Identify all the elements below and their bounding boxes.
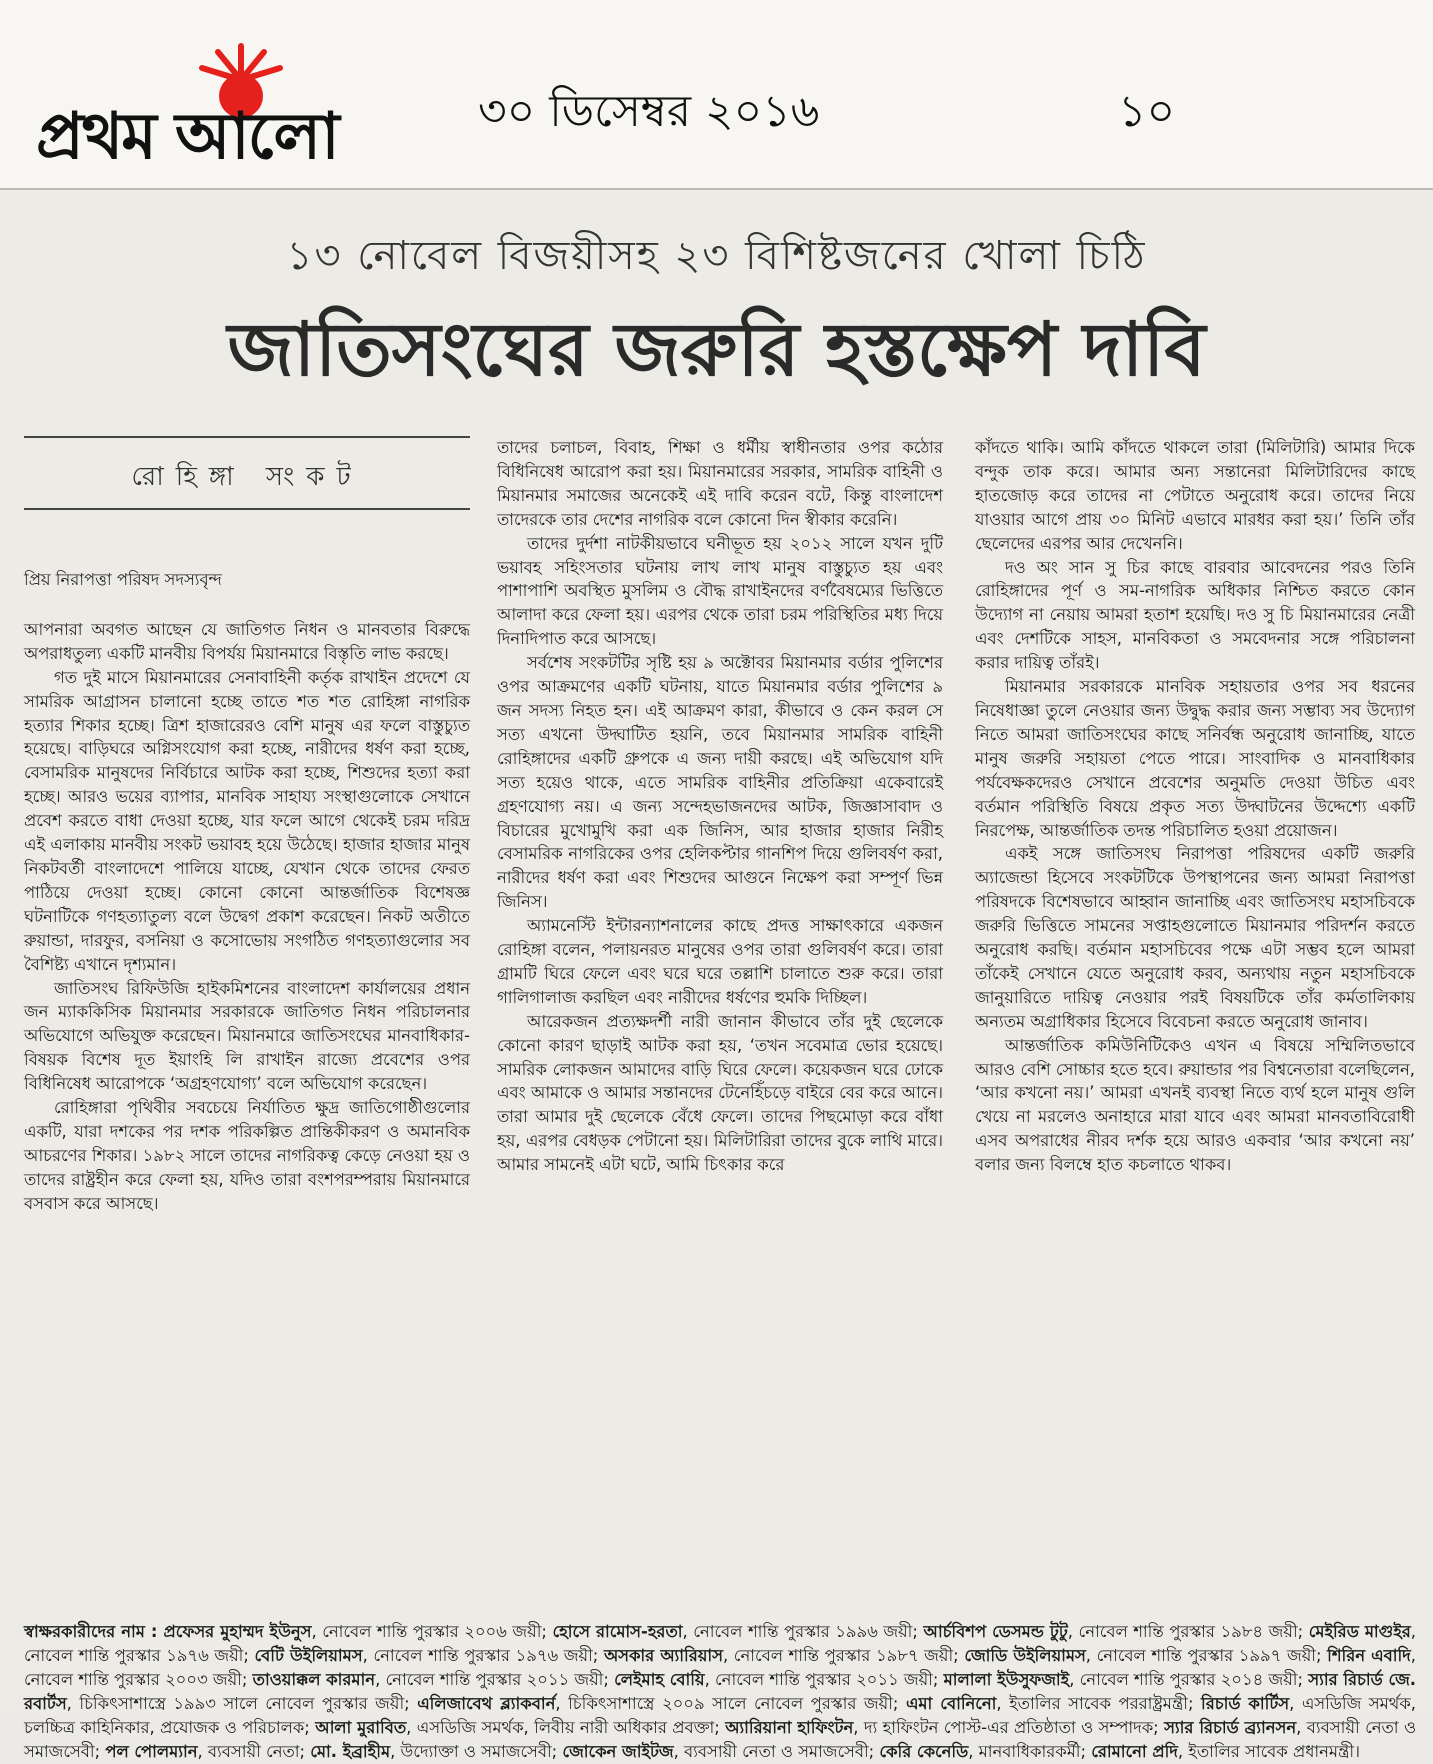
column-3 xyxy=(975,436,1415,1177)
paragraph: আন্তর্জাতিক কমিউনিটিকেও এখন এ বিষয়ে সম্মিলিতভাবে আরও বেশি সোচ্চার হতে হবে। রুয়ান্ডার পর বিশ্বনেতারা বলেছিলেন, ‘আর কখনো নয়।’ আমরা এখনই ব্যবস্থা নিতে ব্যর্থ হলে মানুষ গুলি খেয়ে না মরলেও অনাহারে মারা যাবে এবং আমরা মানবতাবিরোধী এসব অপরাধের নীরব দর্শক হয়ে আরও একবার ‘আর কখনো নয়’ বলার জন্য বিলম্বে হাত কচলাতে থাকব। xyxy=(975,1035,1415,1175)
article-clipping xyxy=(0,190,1433,1714)
signatory-name: আর্চবিশপ ডেসমন্ড টুটু xyxy=(923,1622,1068,1641)
section-tag: রোহিঙ্গা সংকট xyxy=(131,462,363,492)
signatory-desc: , মানবাধিকারকর্মী; xyxy=(968,1742,1092,1761)
page-number: ১০ xyxy=(1118,86,1176,137)
signatory-name: স্বাক্ষরকারীদের নাম : প্রফেসর মুহাম্মদ ইউনুস xyxy=(24,1622,312,1641)
signatory-name: কেরি কেনেডি xyxy=(879,1742,969,1761)
signatory-desc: , নোবেল শান্তি পুরস্কার ২০১১ জয়ী; xyxy=(375,1670,615,1689)
signatory-desc: , নোবেল শান্তি পুরস্কার ২০০৬ জয়ী; xyxy=(311,1622,553,1641)
signatories-list xyxy=(24,1620,1416,1764)
signatory-desc: , ব্যবসায়ী নেতা; xyxy=(197,1742,311,1761)
signatory-desc: , নোবেল শান্তি পুরস্কার ১৯৭৬ জয়ী; xyxy=(24,1622,1416,1665)
signatory-name: শিরিন এবাদি xyxy=(1327,1646,1411,1665)
signatory-name: হোসে রামোস-হরতা xyxy=(552,1622,683,1641)
section-rule-bottom xyxy=(24,508,470,510)
signatory-name: জোডি উইলিয়ামস xyxy=(964,1646,1086,1665)
signatory-name: পল পোলম্যান xyxy=(105,1742,198,1761)
signatory-name: বেটি উইলিয়ামস xyxy=(254,1646,363,1665)
signatory-name: আলা মুরাবিত xyxy=(315,1718,407,1737)
signatory-desc: , নোবেল শান্তি পুরস্কার ২০১৪ জয়ী; xyxy=(1069,1670,1309,1689)
signatory-desc: , নোবেল শান্তি পুরস্কার ১৯৭৬ জয়ী; xyxy=(362,1646,604,1665)
signatory-desc: , দ্য হাফিংটন পোস্ট-এর প্রতিষ্ঠাতা ও সম্পাদক; xyxy=(853,1718,1165,1737)
signatory-name: জোকেন জাইটজ xyxy=(562,1742,674,1761)
paragraph: তাদের চলাচল, বিবাহ, শিক্ষা ও ধর্মীয় স্বাধীনতার ওপর কঠোর বিধিনিষেধ আরোপ করা হয়। মিয়ানমারের সরকার, সামরিক বাহিনী ও মিয়ানমার সমাজের অনেকেই এই দাবি করেন বটে, কিন্তু বাংলাদেশ তাদেরকে তার দেশের নাগরিক বলে কোনো দিন স্বীকার করেনি। xyxy=(497,438,943,529)
signatory-name: অ্যারিয়ানা হাফিংটন xyxy=(725,1718,854,1737)
paragraph: তাদের দুর্দশা নাটকীয়ভাবে ঘনীভূত হয় ২০১২ সালে যখন দুটি ভয়াবহ সহিংসতার ঘটনায় লাখ লাখ মানুষ বাস্তুচ্যুত হয় এবং পাশাপাশি অবস্থিত মুসলিম ও বৌদ্ধ রাখাইনদের বর্ণবৈষম্যের ভিত্তিতে আলাদা করে ফেলা হয়। এরপর থেকে তারা চরম পরিস্থিতির মধ্য দিয়ে দিনাদিপাত করে আসছে। xyxy=(497,533,943,649)
signatory-desc: , চিকিৎসাশাস্ত্রে ১৯৯৩ সালে নোবেল পুরস্কার জয়ী; xyxy=(66,1694,418,1713)
article-headline: জাতিসংঘের জরুরি হস্তক্ষেপ দাবি xyxy=(227,307,1206,393)
article-kicker: ১৩ নোবেল বিজয়ীসহ ২৩ বিশিষ্টজনের খোলা চিঠি xyxy=(286,233,1147,279)
paragraph: গত দুই মাসে মিয়ানমারের সেনাবাহিনী কর্তৃক রাখাইন প্রদেশে যে সামরিক আগ্রাসন চালানো হচ্ছে তাতে শত শত রোহিঙ্গা নাগরিক হত্যার শিকার হচ্ছে। ত্রিশ হাজারেরও বেশি মানুষ এর ফলে বাস্তুচ্যুত হয়েছে। বাড়িঘরে অগ্নিসংযোগ করা হচ্ছে, নারীদের ধর্ষণ করা হচ্ছে, বেসামরিক মানুষদের নির্বিচারে আটক করা হচ্ছে, শিশুদের হত্যা করা হচ্ছে। আরও ভয়ের ব্যাপার, মানবিক সাহায্য সংস্থাগুলোকে সেখানে প্রবেশ করতে বাধা দেওয়া হচ্ছে, যার ফলে আগে থেকেই চরম দরিদ্র এই এলাকায় মানবীয় সংকট ভয়াবহ হয়ে উঠেছে। হাজার হাজার মানুষ নিকটবর্তী বাংলাদেশে পালিয়ে যাচ্ছে, যেখান থেকে তাদের ফেরত পাঠিয়ে দেওয়া হচ্ছে। কোনো কোনো আন্তর্জাতিক বিশেষজ্ঞ ঘটনাটিকে গণহত্যাতুল্য বলে উদ্বেগ প্রকাশ করেছেন। নিকট অতীতে রুয়ান্ডা, দারফুর, বসনিয়া ও কসোভোয় সংগঠিত গণহত্যাগুলোর সব বৈশিষ্ট্য এখানে দৃশ্যমান। xyxy=(24,667,470,974)
signatory-name: রিচার্ড কার্টিস xyxy=(1201,1694,1290,1713)
paragraph: দও অং সান সু চির কাছে বারবার আবেদনের পরও তিনি রোহিঙ্গাদের পূর্ণ ও সম-নাগরিক অধিকার নিশ্চিত করতে কোন উদ্যোগ না নেয়ায় আমরা হতাশ হয়েছি। দও সু চি মিয়ানমারের নেত্রী এবং দেশটিকে সাহস, মানবিকতা ও সমবেদনার সঙ্গে পরিচালনা করার দায়িত্ব তাঁরই। xyxy=(975,557,1415,673)
paragraph: রোহিঙ্গারা পৃথিবীর সবচেয়ে নির্যাতিত ক্ষুদ্র জাতিগোষ্ঠীগুলোর একটি, যারা দশকের পর দশক পরিকল্পিত প্রান্তিকীকরণ ও অমানবিক আচরণের শিকার। ১৯৮২ সালে তাদের নাগরিকত্ব কেড়ে নেওয়া হয় ও তাদের রাষ্ট্রহীন করে ফেলা হয়, যদিও তারা বংশপরম্পরায় মিয়ানমারে বসবাস করে আসছে। xyxy=(24,1098,470,1213)
column-2 xyxy=(497,436,943,1177)
signatory-desc: , ইতালির সাবেক পররাষ্ট্রমন্ত্রী; xyxy=(996,1694,1202,1713)
signatory-desc: , নোবেল শান্তি পুরস্কার ১৯৯৭ জয়ী; xyxy=(1085,1646,1328,1665)
signatory-desc: , চিকিৎসাশাস্ত্রে ২০০৯ সালে নোবেল পুরস্কার জয়ী; xyxy=(555,1694,906,1713)
signatory-name: স্যার রিচার্ড ব্র্যানসন xyxy=(1164,1718,1297,1737)
signatory-desc: , নোবেল শান্তি পুরস্কার ১৯৮৪ জয়ী; xyxy=(1067,1622,1309,1641)
signatory-desc: , নোবেল শান্তি পুরস্কার ২০০৩ জয়ী; xyxy=(24,1646,1417,1689)
paragraph: জাতিসংঘ রিফিউজি হাইকমিশনের বাংলাদেশ কার্যালয়ের প্রধান জন ম্যাককিসিক মিয়ানমার সরকারকে জাতিগত নিধন পরিচালনার অভিযোগে অভিযুক্ত করেছেন। মিয়ানমারে জাতিসংঘের মানবাধিকার-বিষয়ক বিশেষ দূত ইয়াংহি লি রাখাইন রাজ্যে প্রবেশের ওপর বিধিনিষেধ আরোপকে ‘অগ্রহণযোগ্য’ বলে অভিযোগ করেছেন। xyxy=(24,978,470,1094)
column-1 xyxy=(24,568,470,1216)
paragraph: একই সঙ্গে জাতিসংঘ নিরাপত্তা পরিষদের একটি জরুরি অ্যাজেন্ডা হিসেবে সংকটটিকে উপস্থাপনের জন্য আমরা নিরাপত্তা পরিষদকে বিশেষভাবে আহ্বান জানাচ্ছি এবং জাতিসংঘ মহাসচিবকে জরুরি ভিত্তিতে সামনের সপ্তাহগুলোতে মিয়ানমার পরিদর্শন করতে অনুরোধ করছি। বর্তমান মহাসচিবের পক্ষে এটা সম্ভব হলে আমরা তাঁকেই সেখানে যেতে অনুরোধ করব, অন্যথায় নতুন মহাসচিবকে জানুয়ারিতে দায়িত্ব নেওয়ার পরই বিষয়টিকে তাঁর কর্মতালিকায় অন্যতম অগ্রাধিকার হিসেবে বিবেচনা করতে অনুরোধ জানাব। xyxy=(975,844,1415,1031)
signatory-desc: , উদ্যোক্তা ও সমাজসেবী; xyxy=(390,1742,563,1761)
masthead xyxy=(0,0,1433,190)
section-rule-top xyxy=(24,436,470,438)
signatory-name: মালালা ইউসুফজাই xyxy=(943,1670,1070,1689)
edition-date: ৩০ ডিসেম্বর ২০১৬ xyxy=(478,86,820,137)
signatory-name: রোমানো প্রদি xyxy=(1091,1742,1178,1761)
signatory-desc: , নোবেল শান্তি পুরস্কার ১৯৯৬ জয়ী; xyxy=(682,1622,924,1641)
salutation: প্রিয় নিরাপত্তা পরিষদ সদস্যবৃন্দ xyxy=(24,570,222,589)
signatory-desc: , এসডিজি সমর্থক, চলচ্চিত্র কাহিনিকার, প্রযোজক ও পরিচালক; xyxy=(24,1694,1416,1737)
paragraph: আপনারা অবগত আছেন যে জাতিগত নিধন ও মানবতার বিরুদ্ধে অপরাধতুল্য একটি মানবীয় বিপর্যয় মিয়ানমারে বিস্তৃতি লাভ করছে। xyxy=(24,619,470,663)
signatory-name: এমা বোনিনো xyxy=(905,1694,997,1713)
signatory-desc: , ব্যবসায়ী নেতা ও সমাজসেবী; xyxy=(24,1718,1417,1761)
signatory-desc: , নোবেল শান্তি পুরস্কার ১৯৮৭ জয়ী; xyxy=(722,1646,965,1665)
signatory-name: তাওয়াক্কল কারমান xyxy=(252,1670,376,1689)
prothom-alo-logo xyxy=(36,40,366,174)
signatory-name: লেইমাহ বোয়ি xyxy=(614,1670,705,1689)
signatory-name: অসকার অ্যারিয়াস xyxy=(603,1646,723,1665)
signatory-name: মেইরিড মাগুইর xyxy=(1308,1622,1411,1641)
signatory-name: মো. ইব্রাহীম xyxy=(310,1742,391,1761)
signatory-desc: , ব্যবসায়ী নেতা ও সমাজসেবী; xyxy=(673,1742,880,1761)
signatory-desc: , ইতালির সাবেক প্রধানমন্ত্রী। xyxy=(1177,1742,1360,1761)
signatory-desc: , নোবেল শান্তি পুরস্কার ২০১১ জয়ী; xyxy=(704,1670,944,1689)
paragraph: অ্যামনেস্টি ইন্টারন্যাশনালের কাছে প্রদত্ত সাক্ষাৎকারে একজন রোহিঙ্গা বলেন, পলায়নরত মানুষের ওপর তারা গুলিবর্ষণ করে। তারা গ্রামটি ঘিরে ফেলে এবং ঘরে ঘরে তল্লাশি চালাতে শুরু করে। তারা গালিগালাজ করছিল এবং নারীদের ধর্ষণের হুমকি দিচ্ছিল। xyxy=(497,916,943,1007)
signatory-desc: , এসডিজি সমর্থক, লিবীয় নারী অধিকার প্রবক্তা; xyxy=(406,1718,726,1737)
signatory-name: স্যার রিচার্ড জে. রবার্টস xyxy=(24,1670,1416,1713)
paragraph: কাঁদতে থাকি। আমি কাঁদতে থাকলে তারা (মিলিটারি) আমার দিকে বন্দুক তাক করে। আমার অন্য সন্তানেরা মিলিটারিদের কাছে হাতজোড় করে তাদের না পেটাতে অনুরোধ করে। তাদের নিয়ে যাওয়ার আগে প্রায় ৩০ মিনিট এভাবে মারধর করা হয়।’ তিনি তাঁর ছেলেদের এরপর আর দেখেননি। xyxy=(975,438,1415,553)
logo-text: প্রথম আলো xyxy=(36,99,338,174)
paragraph: সর্বশেষ সংকটটির সৃষ্টি হয় ৯ অক্টোবর মিয়ানমার বর্ডার পুলিশের ওপর আক্রমণের একটি ঘটনায়, যাতে মিয়ানমার বর্ডার পুলিশের ৯ জন সদস্য নিহত হন। এই আক্রমণ কারা, কীভাবে ও কেন করল সে সত্য এখনো উদ্ঘাটিত হয়নি, তবে মিয়ানমার সামরিক বাহিনী রোহিঙ্গাদের একটি গ্রুপকে এ জন্য দায়ী করছে। এই অভিযোগ যদি সত্য হয়েও থাকে, এতে সামরিক বাহিনীর প্রতিক্রিয়া একেবারেই গ্রহণযোগ্য নয়। এ জন্য সন্দেহভাজনদের আটক, জিজ্ঞাসাবাদ ও বিচারের মুখোমুখি করা এক জিনিস, আর হাজার হাজার নিরীহ বেসামরিক নাগরিকের ওপর হেলিকপ্টার গানশিপ দিয়ে গুলিবর্ষণ করা, নারীদের ধর্ষণ করা এবং শিশুদের আগুনে নিক্ষেপ করা সম্পূর্ণ ভিন্ন জিনিস। xyxy=(497,653,943,912)
paragraph: মিয়ানমার সরকারকে মানবিক সহায়তার ওপর সব ধরনের নিষেধাজ্ঞা তুলে নেওয়ার জন্য উদ্বুদ্ধ করার জন্য সম্ভাব্য সব উদ্যোগ নিতে আমরা জাতিসংঘের কাছে সনির্বন্ধ অনুরোধ জানাচ্ছি, যাতে মানুষ জরুরি সহায়তা পেতে পারে। সাংবাদিক ও মানবাধিকার পর্যবেক্ষকদেরও সেখানে প্রবেশের অনুমতি দেওয়া উচিত এবং বর্তমান পরিস্থিতি বিষয়ে প্রকৃত সত্য উদ্ঘাটনের উদ্দেশ্যে একটি নিরপেক্ষ, আন্তর্জাতিক তদন্ত পরিচালিত হওয়া প্রয়োজন। xyxy=(975,677,1415,840)
signatory-name: এলিজাবেথ ব্ল্যাকবার্ন xyxy=(417,1694,556,1713)
paragraph: আরেকজন প্রত্যক্ষদর্শী নারী জানান কীভাবে তাঁর দুই ছেলেকে কোনো কারণ ছাড়াই আটক করা হয়, ‘তখন সবেমাত্র ভোর হয়েছে। সামরিক লোকজন আমাদের বাড়ি ঘিরে ফেলে। কয়েকজন ঘরে ঢোকে এবং আমাকে ও আমার সন্তানদের টেনেহিঁচড়ে বাইরে বের করে আনে। তারা আমার দুই ছেলেকে বেঁধে ফেলে। তাদের পিছমোড়া করে বাঁধা হয়, এরপর বেধড়ক পেটানো হয়। মিলিটারিরা তাদের বুকে লাথি মারে। আমার সামনেই এটা ঘটে, আমি চিৎকার করে xyxy=(497,1011,943,1175)
